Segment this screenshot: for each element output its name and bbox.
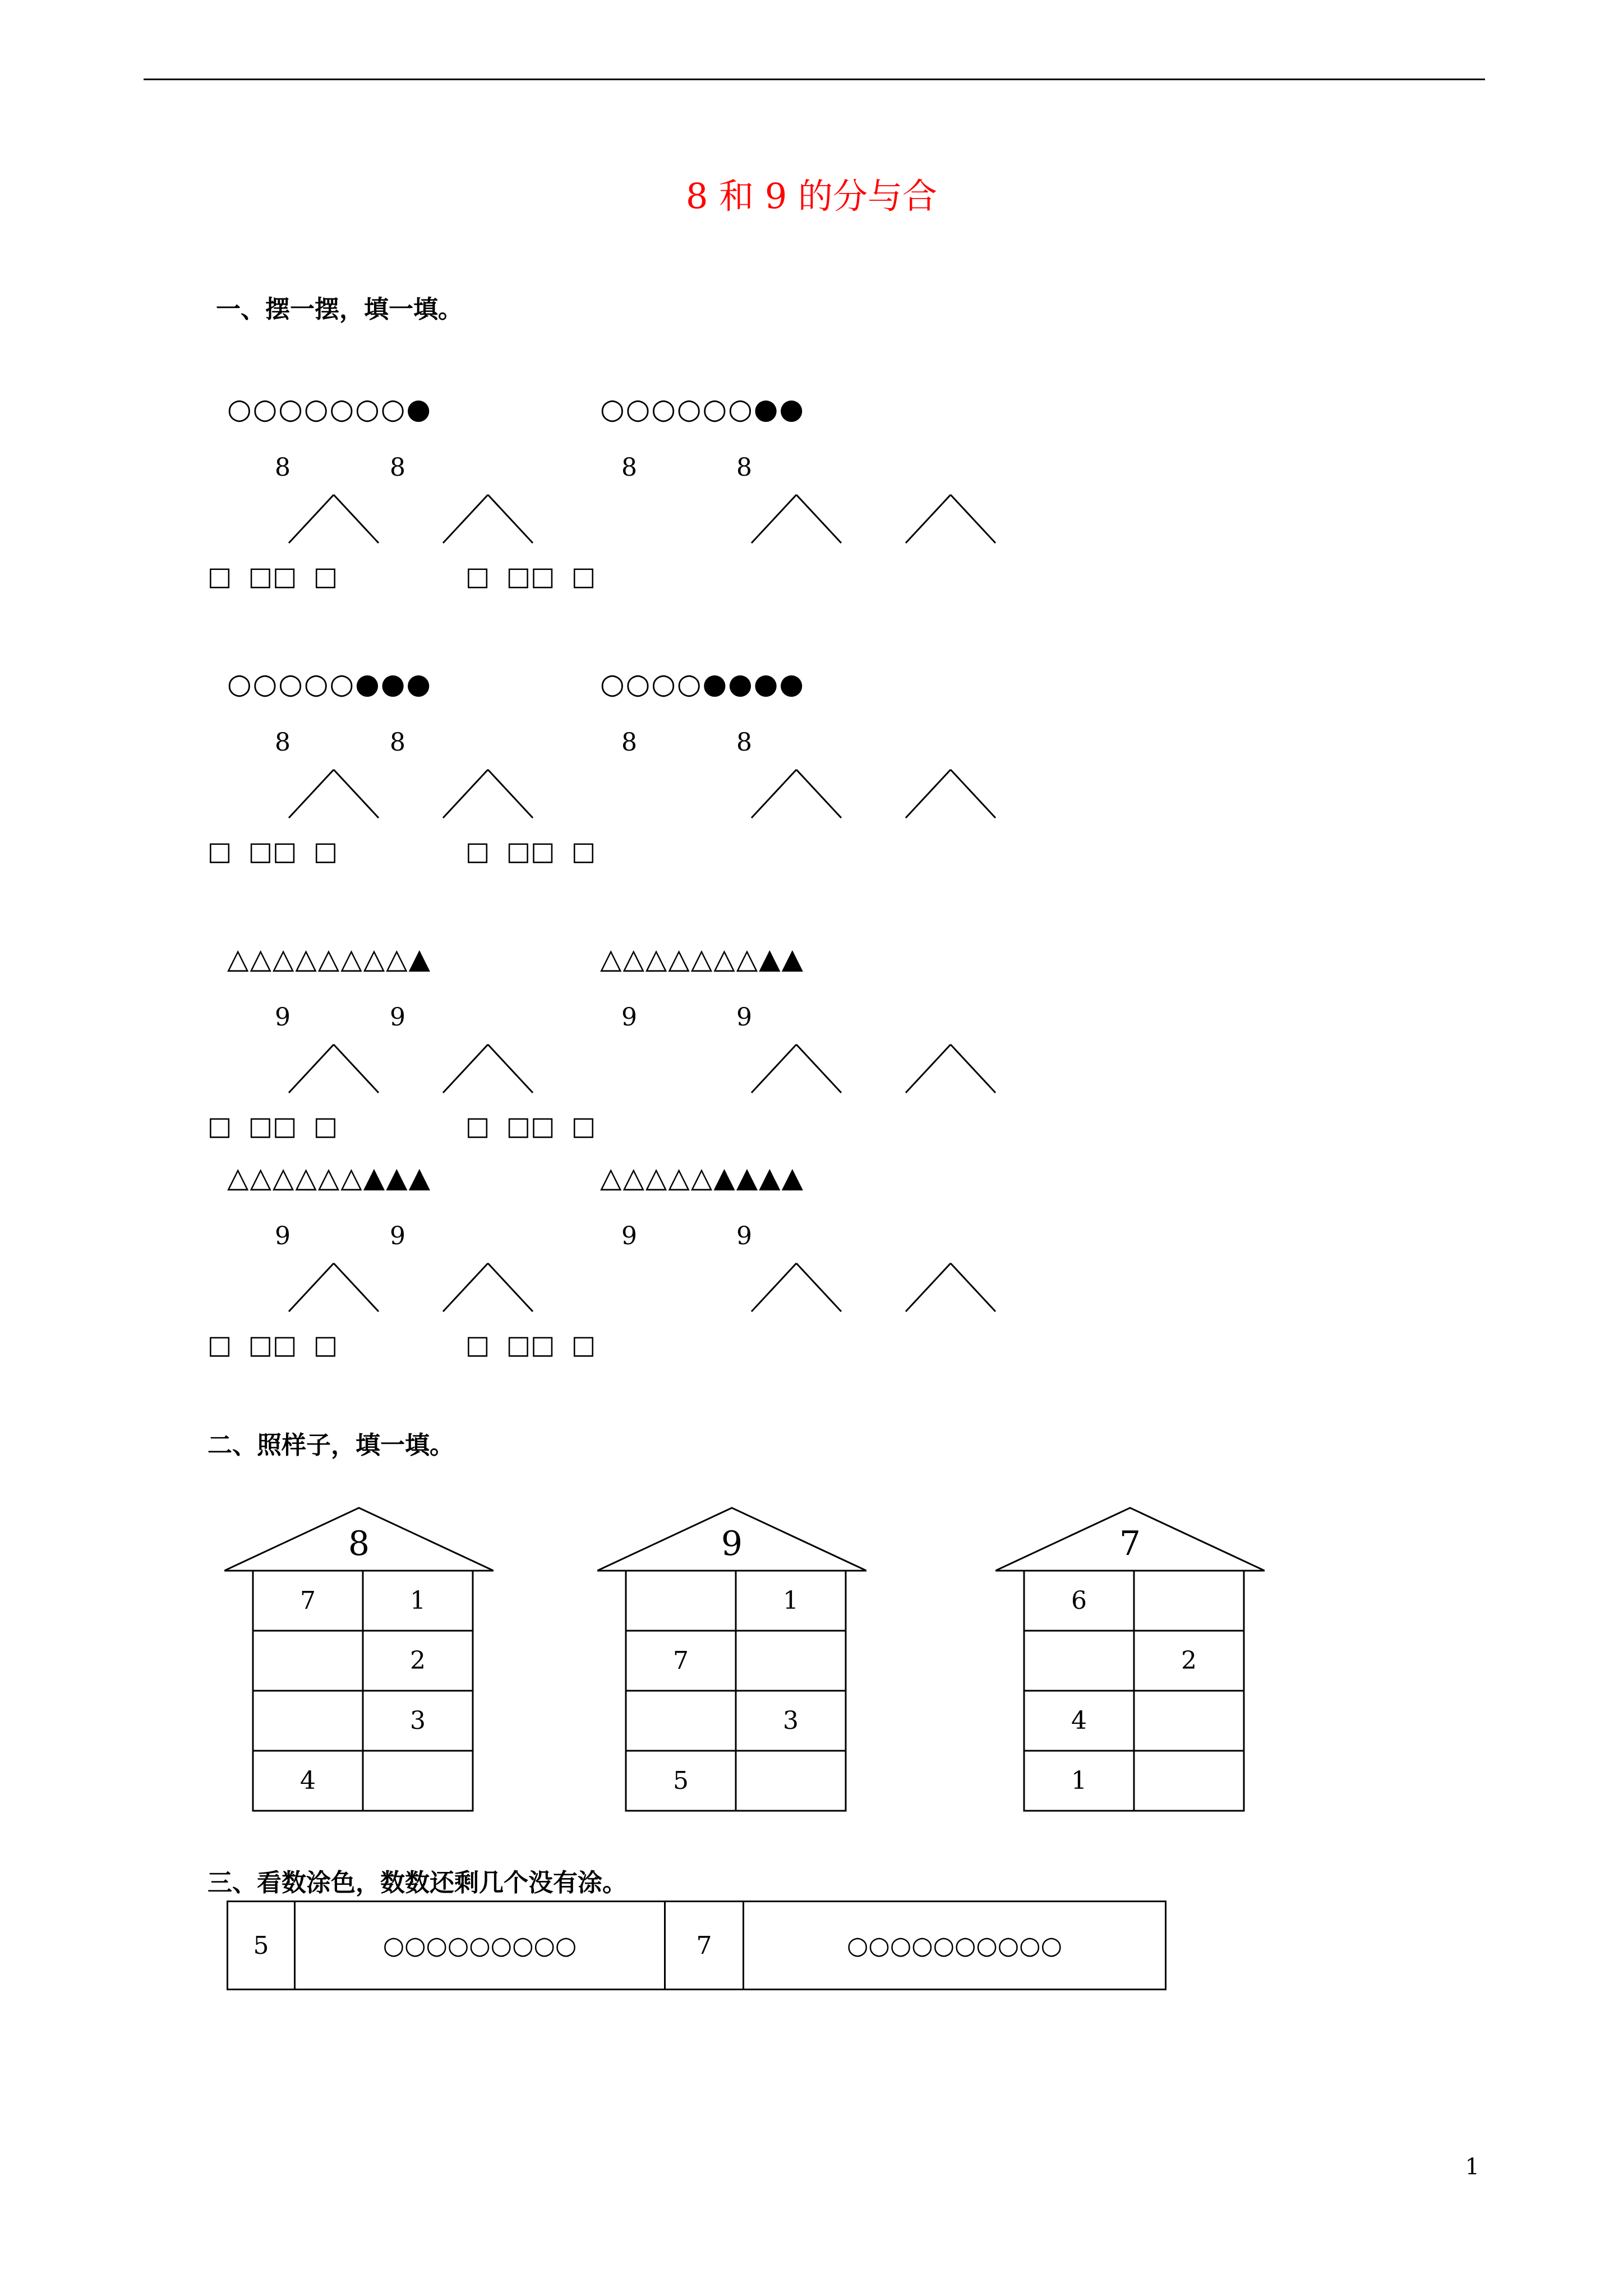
house-cell[interactable]: 6 bbox=[1071, 1586, 1087, 1615]
split-number: 8 bbox=[275, 453, 291, 482]
split-branch-icon bbox=[903, 1043, 998, 1094]
color-count-table bbox=[227, 1901, 1166, 1990]
house-cell[interactable]: 2 bbox=[1181, 1646, 1197, 1675]
house-cell[interactable]: 1 bbox=[410, 1586, 426, 1615]
split-branch-icon bbox=[903, 769, 998, 819]
house-cell[interactable]: 7 bbox=[300, 1586, 316, 1615]
page-title: 8 和 9 的分与合 bbox=[685, 176, 938, 217]
split-number: 8 bbox=[390, 728, 405, 757]
split-number: 9 bbox=[621, 1222, 637, 1250]
answer-boxes[interactable]: □ □□ □ bbox=[465, 836, 596, 866]
split-branch-icon bbox=[286, 769, 381, 819]
table-number-cell: 7 bbox=[666, 1902, 744, 1989]
split-number: 9 bbox=[390, 1222, 405, 1250]
shape-row: △△△△△△△▲▲ bbox=[600, 942, 805, 975]
split-branch-icon bbox=[286, 494, 381, 544]
split-number: 9 bbox=[390, 1003, 405, 1032]
number-house bbox=[995, 1506, 1265, 1815]
table-circles-cell[interactable]: ○○○○○○○○○ bbox=[296, 1902, 666, 1989]
shape-row: △△△△△△△△▲ bbox=[227, 942, 432, 975]
number-house bbox=[597, 1506, 866, 1815]
split-number: 8 bbox=[736, 728, 752, 757]
house-cell[interactable]: 1 bbox=[1071, 1766, 1087, 1795]
section3-heading: 三、看数涂色，数数还剩几个没有涂。 bbox=[208, 1869, 627, 1897]
split-branch-icon bbox=[440, 1043, 536, 1094]
house-roof-number: 9 bbox=[721, 1524, 743, 1563]
shape-row: ○○○○○●●● bbox=[227, 668, 432, 700]
split-number: 9 bbox=[621, 1003, 637, 1032]
table-circles-cell[interactable]: ○○○○○○○○○○ bbox=[847, 1931, 1062, 1960]
answer-boxes[interactable]: □ □□ □ bbox=[465, 1111, 596, 1141]
table-number-cell: 5 bbox=[228, 1902, 296, 1989]
house-cell[interactable]: 1 bbox=[783, 1586, 799, 1615]
house-cell[interactable]: 5 bbox=[673, 1766, 689, 1795]
house-cell[interactable]: 2 bbox=[410, 1646, 426, 1675]
split-number: 8 bbox=[621, 453, 637, 482]
house-cell[interactable]: 3 bbox=[783, 1706, 799, 1735]
answer-boxes[interactable]: □ □□ □ bbox=[208, 561, 338, 591]
top-rule bbox=[144, 79, 1485, 80]
house-cell[interactable]: 7 bbox=[673, 1646, 689, 1675]
house-roof-number: 7 bbox=[1119, 1524, 1141, 1563]
answer-boxes[interactable]: □ □□ □ bbox=[208, 836, 338, 866]
number-house bbox=[224, 1506, 494, 1815]
split-number: 8 bbox=[736, 453, 752, 482]
section1-heading: 一、摆一摆，填一填。 bbox=[216, 295, 463, 324]
shape-row: ○○○○○○○● bbox=[227, 393, 432, 425]
house-cell[interactable]: 4 bbox=[1071, 1706, 1087, 1735]
split-number: 8 bbox=[275, 728, 291, 757]
answer-boxes[interactable]: □ □□ □ bbox=[208, 1111, 338, 1141]
split-branch-icon bbox=[286, 1043, 381, 1094]
split-branch-icon bbox=[440, 769, 536, 819]
split-number: 9 bbox=[275, 1003, 291, 1032]
shape-row: △△△△△▲▲▲▲ bbox=[600, 1161, 805, 1194]
answer-boxes[interactable]: □ □□ □ bbox=[465, 561, 596, 591]
section2-heading: 二、照样子，填一填。 bbox=[208, 1431, 454, 1460]
house-cell[interactable]: 3 bbox=[410, 1706, 426, 1735]
split-branch-icon bbox=[903, 1262, 998, 1313]
split-number: 9 bbox=[736, 1222, 752, 1250]
split-branch-icon bbox=[749, 1262, 844, 1313]
split-branch-icon bbox=[749, 494, 844, 544]
shape-row: △△△△△△▲▲▲ bbox=[227, 1161, 432, 1194]
split-number: 9 bbox=[275, 1222, 291, 1250]
split-branch-icon bbox=[440, 1262, 536, 1313]
split-branch-icon bbox=[749, 1043, 844, 1094]
answer-boxes[interactable]: □ □□ □ bbox=[465, 1329, 596, 1360]
split-branch-icon bbox=[749, 769, 844, 819]
shape-row: ○○○○○○●● bbox=[600, 393, 805, 425]
answer-boxes[interactable]: □ □□ □ bbox=[208, 1329, 338, 1360]
split-branch-icon bbox=[286, 1262, 381, 1313]
split-number: 8 bbox=[621, 728, 637, 757]
house-roof-number: 8 bbox=[348, 1524, 370, 1563]
house-cell[interactable]: 4 bbox=[300, 1766, 316, 1795]
page-number: 1 bbox=[1465, 2154, 1479, 2180]
split-branch-icon bbox=[903, 494, 998, 544]
shape-row: ○○○○●●●● bbox=[600, 668, 805, 700]
split-number: 8 bbox=[390, 453, 405, 482]
split-number: 9 bbox=[736, 1003, 752, 1032]
split-branch-icon bbox=[440, 494, 536, 544]
